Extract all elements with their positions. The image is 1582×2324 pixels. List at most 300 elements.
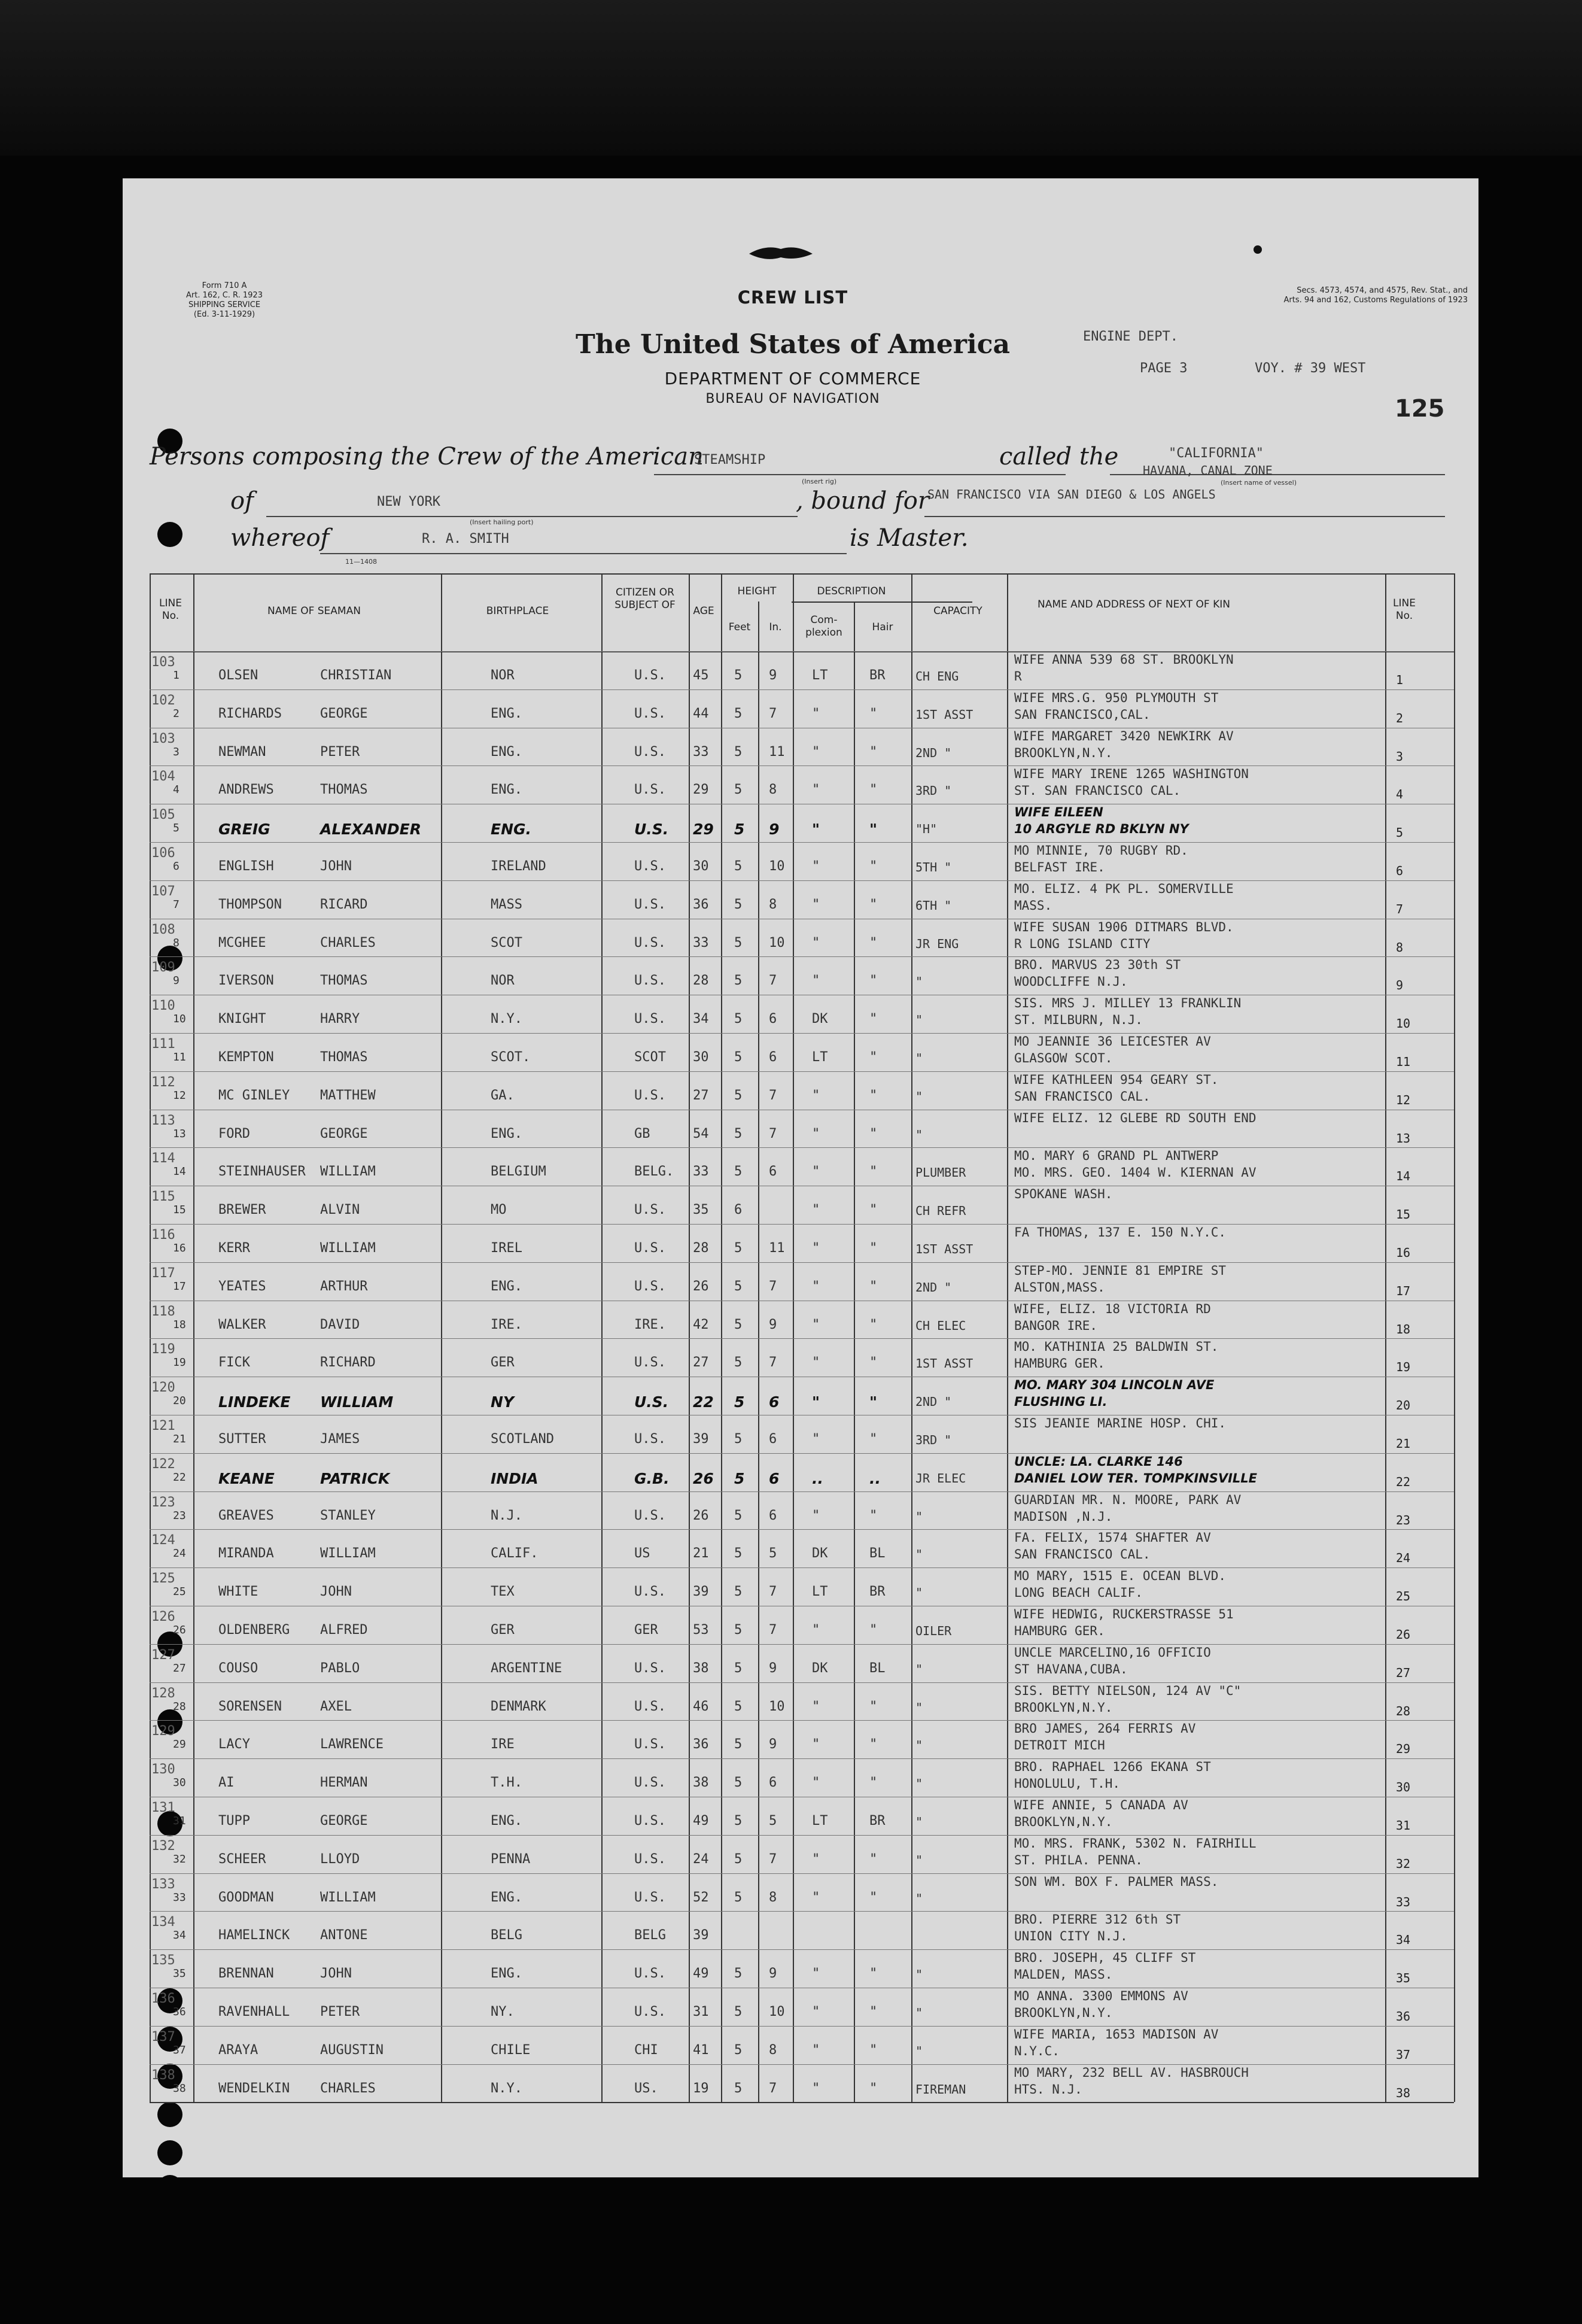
given-name: THOMAS (320, 1050, 368, 1065)
birthplace: ENG. (491, 821, 532, 839)
line-number-right: 12 (1396, 1092, 1411, 1107)
line-number: 20 (173, 1395, 186, 1408)
row-index: 110 (151, 998, 175, 1014)
row-index: 123 (151, 1494, 175, 1510)
given-name: ALEXANDER (320, 821, 421, 839)
age: 27 (693, 1087, 709, 1103)
next-of-kin-line-2: FLUSHING LI. (1014, 1395, 1108, 1409)
line-number-right: 4 (1396, 787, 1404, 802)
next-of-kin-line-2: GLASGOW SCOT. (1014, 1051, 1113, 1065)
citizenship: U.S. (634, 1813, 666, 1828)
header-height: HEIGHT (737, 585, 777, 597)
birthplace: CHILE (491, 2042, 531, 2058)
row-index: 117 (151, 1265, 175, 1281)
given-name: HERMAN (320, 1775, 368, 1791)
row-index: 119 (151, 1342, 175, 1357)
line-number-right: 36 (1396, 2009, 1411, 2024)
surname: OLSEN (218, 668, 258, 683)
surname: KERR (218, 1241, 250, 1256)
next-of-kin-line-2: WOODCLIFFE N.J. (1014, 974, 1128, 989)
line-number-right: 22 (1396, 1474, 1411, 1489)
capacity: " (915, 974, 923, 989)
surname: RICHARDS (218, 706, 282, 721)
height-inches: 7 (769, 1851, 777, 1867)
age: 54 (693, 1126, 709, 1141)
rule (792, 601, 972, 603)
capacity: " (915, 1127, 923, 1142)
age: 33 (693, 744, 709, 760)
height-feet: 5 (734, 782, 743, 798)
row-index: 132 (151, 1838, 175, 1854)
line-number: 23 (173, 1509, 186, 1522)
height-feet: 5 (734, 1660, 743, 1676)
given-name: HARRY (320, 1011, 360, 1027)
row-index: 121 (151, 1418, 175, 1433)
hair: " (869, 1851, 878, 1867)
next-of-kin-line-2: MALDEN, MASS. (1014, 1967, 1113, 1982)
given-name: ALVIN (320, 1202, 360, 1218)
given-name: WILLIAM (320, 1546, 376, 1562)
line-number-right: 26 (1396, 1627, 1411, 1642)
hair: " (869, 1355, 878, 1371)
height-inches: 6 (769, 1011, 777, 1027)
line-number: 16 (173, 1242, 186, 1254)
citizenship: IRE. (634, 1317, 666, 1332)
capacity: " (915, 1700, 923, 1715)
capacity: 1ST ASST (915, 1242, 973, 1256)
row-index: 126 (151, 1609, 175, 1624)
line-number: 35 (173, 1967, 186, 1980)
complexion: .. (812, 1469, 823, 1487)
capacity: 3RD " (915, 783, 952, 798)
rule (150, 2102, 1454, 2103)
next-of-kin-line-1: WIFE KATHLEEN 954 GEARY ST. (1014, 1072, 1219, 1087)
complexion: LT (812, 668, 828, 683)
height-inches: 6 (769, 1775, 777, 1791)
capacity: " (915, 2006, 923, 2020)
height-inches: 6 (769, 1393, 780, 1411)
height-feet: 5 (734, 1508, 743, 1523)
age: 33 (693, 935, 709, 950)
birthplace: TEX (491, 1584, 515, 1600)
header-line-no-right: LINE No. (1393, 597, 1416, 622)
complexion: " (812, 897, 820, 912)
line-number-right: 17 (1396, 1283, 1411, 1298)
row-index: 102 (151, 692, 175, 708)
citizenship: GB (634, 1126, 650, 1141)
hair: " (869, 973, 878, 989)
complexion: " (812, 935, 820, 950)
complexion: " (812, 859, 820, 874)
line-number-right: 1 (1396, 673, 1404, 687)
surname: MC GINLEY (218, 1087, 290, 1103)
next-of-kin-line-1: MO ANNA. 3300 EMMONS AV (1014, 1989, 1188, 2003)
height-feet: 5 (734, 2080, 743, 2096)
hair: " (869, 706, 878, 721)
row-rule (150, 651, 1454, 652)
citizenship: U.S. (634, 1355, 666, 1371)
height-feet: 5 (734, 1966, 743, 1982)
capacity: " (915, 1776, 923, 1791)
given-name: CHARLES (320, 935, 376, 950)
hair: " (869, 1889, 878, 1905)
height-feet: 5 (734, 1813, 743, 1828)
line-number: 24 (173, 1547, 186, 1560)
citizenship: U.S. (634, 706, 666, 721)
height-feet: 5 (734, 1584, 743, 1600)
capacity: " (915, 1509, 923, 1524)
height-inches: 9 (769, 1966, 777, 1982)
height-inches: 7 (769, 1126, 777, 1141)
capacity: " (915, 2043, 923, 2058)
age: 30 (693, 859, 709, 874)
header-description: DESCRIPTION (817, 585, 886, 597)
line-number-right: 23 (1396, 1512, 1411, 1527)
next-of-kin-line-1: MO JEANNIE 36 LEICESTER AV (1014, 1034, 1211, 1049)
citizenship: GER (634, 1623, 658, 1638)
age: 44 (693, 706, 709, 721)
hair: " (869, 1202, 878, 1218)
height-feet: 5 (734, 1469, 745, 1487)
next-of-kin-line-2: SAN FRANCISCO CAL. (1014, 1547, 1151, 1562)
of-label: of (230, 487, 254, 515)
citizenship: U.S. (634, 1966, 666, 1982)
height-feet: 5 (734, 821, 745, 839)
line-number-right: 20 (1396, 1398, 1411, 1413)
age: 52 (693, 1889, 709, 1905)
line-number: 15 (173, 1204, 186, 1217)
next-of-kin-line-2: R (1014, 669, 1022, 683)
height-inches: 9 (769, 1660, 777, 1676)
next-of-kin-line-1: WIFE HEDWIG, RUCKERSTRASSE 51 (1014, 1607, 1234, 1621)
surname: KEANE (218, 1469, 275, 1487)
capacity: " (915, 1547, 923, 1562)
birthplace: SCOTLAND (491, 1432, 554, 1447)
line-number: 29 (173, 1738, 186, 1751)
citizenship: U.S. (634, 859, 666, 874)
row-rule (150, 689, 1454, 690)
row-rule (150, 1835, 1454, 1836)
complexion: " (812, 1278, 820, 1294)
capacity: 2ND " (915, 1395, 952, 1409)
birthplace: NOR (491, 973, 515, 989)
next-of-kin-line-2: ST. PHILA. PENNA. (1014, 1852, 1143, 1867)
capacity: PLUMBER (915, 1165, 966, 1180)
row-index: 137 (151, 2029, 175, 2044)
statute-line-1: Secs. 4573, 4574, and 4575, Rev. Stat., and (1297, 286, 1468, 295)
citizenship: CHI (634, 2042, 658, 2058)
complexion: " (812, 2080, 820, 2096)
header-citizen: CITIZEN OR SUBJECT OF (614, 587, 676, 611)
crew-list-sheet (123, 178, 1478, 2177)
hair: " (869, 1278, 878, 1294)
age: 30 (693, 1050, 709, 1065)
birthplace: MO (491, 1202, 507, 1218)
age: 38 (693, 1775, 709, 1791)
height-inches: 6 (769, 1508, 777, 1523)
row-rule (150, 1873, 1454, 1874)
citizenship: U.S. (634, 1699, 666, 1714)
next-of-kin-line-2: DANIEL LOW TER. TOMPKINSVILLE (1014, 1471, 1258, 1485)
given-name: PATRICK (320, 1469, 390, 1487)
height-feet: 6 (734, 1202, 743, 1218)
film-top-strip (0, 0, 1582, 156)
next-of-kin-line-1: STEP-MO. JENNIE 81 EMPIRE ST (1014, 1263, 1227, 1278)
next-of-kin-line-1: MO. MARY 6 GRAND PL ANTWERP (1014, 1149, 1219, 1163)
height-feet: 5 (734, 1546, 743, 1562)
line-number: 21 (173, 1433, 186, 1445)
age: 27 (693, 1355, 709, 1371)
row-index: 115 (151, 1189, 175, 1205)
row-index: 129 (151, 1724, 175, 1739)
row-index: 113 (151, 1113, 175, 1128)
citizenship: U.S. (634, 1393, 669, 1411)
surname: FICK (218, 1355, 250, 1371)
citizenship: U.S. (634, 1087, 666, 1103)
next-of-kin-line-2: BROOKLYN,N.Y. (1014, 2006, 1113, 2020)
capacity: " (915, 1585, 923, 1600)
given-name: LLOYD (320, 1851, 360, 1867)
line-number-right: 15 (1396, 1207, 1411, 1222)
header-birthplace: BIRTHPLACE (486, 605, 549, 617)
given-name: PETER (320, 2004, 360, 2019)
birthplace: ENG. (491, 744, 522, 760)
age: 35 (693, 1202, 709, 1218)
surname: GOODMAN (218, 1889, 274, 1905)
given-name: MATTHEW (320, 1087, 376, 1103)
next-of-kin-line-2: HTS. N.J. (1014, 2082, 1082, 2097)
header-line-no: LINE No. (159, 597, 182, 622)
department-heading: DEPARTMENT OF COMMERCE (664, 369, 921, 388)
complexion: " (812, 821, 820, 839)
line-number: 30 (173, 1776, 186, 1790)
capacity: " (915, 1967, 923, 1982)
line-number: 34 (173, 1929, 186, 1942)
hair: " (869, 1775, 878, 1791)
line-number: 38 (173, 2082, 186, 2095)
birthplace: ENG. (491, 1889, 522, 1905)
header-hair: Hair (872, 621, 893, 633)
hair: BR (869, 1584, 886, 1600)
given-name: WILLIAM (320, 1164, 376, 1180)
birthplace: PENNA (491, 1851, 531, 1867)
surname: FORD (218, 1126, 250, 1141)
surname: SCHEER (218, 1851, 266, 1867)
given-name: CHARLES (320, 2080, 376, 2096)
line-number-right: 7 (1396, 901, 1404, 916)
citizenship: U.S. (634, 1584, 666, 1600)
age: 39 (693, 1584, 709, 1600)
surname: MCGHEE (218, 935, 266, 950)
citizenship: U.S. (634, 1241, 666, 1256)
complexion: " (812, 2004, 820, 2019)
line-number: 3 (173, 745, 180, 758)
complexion: " (812, 706, 820, 721)
line-number-right: 16 (1396, 1245, 1411, 1260)
row-rule (150, 1262, 1454, 1263)
form-article: Art. 162, C. R. 1923 (186, 291, 263, 300)
hair: " (869, 1393, 878, 1411)
next-of-kin-line-2: HONOLULU, T.H. (1014, 1776, 1121, 1791)
height-feet: 5 (734, 1393, 745, 1411)
row-index: 103 (151, 731, 175, 746)
birthplace: ENG. (491, 706, 522, 721)
height-inches: 7 (769, 2080, 777, 2096)
line-number: 2 (173, 707, 180, 720)
complexion: " (812, 1623, 820, 1638)
next-of-kin-line-1: SON WM. BOX F. PALMER MASS. (1014, 1874, 1219, 1889)
row-index: 108 (151, 922, 175, 937)
next-of-kin-line-1: SIS JEANIE MARINE HOSP. CHI. (1014, 1416, 1227, 1430)
line-number-right: 27 (1396, 1665, 1411, 1680)
row-index: 134 (151, 1915, 175, 1930)
height-inches: 6 (769, 1432, 777, 1447)
next-of-kin-line-2: DETROIT MICH (1014, 1738, 1105, 1753)
row-rule (150, 1491, 1454, 1492)
given-name: THOMAS (320, 973, 368, 989)
surname: STEINHAUSER (218, 1164, 306, 1180)
height-feet: 5 (734, 1851, 743, 1867)
birthplace: N.Y. (491, 1011, 522, 1027)
row-rule (150, 2064, 1454, 2065)
citizenship: BELG (634, 1928, 666, 1943)
hair: " (869, 859, 878, 874)
given-name: AXEL (320, 1699, 352, 1714)
height-inches: 9 (769, 821, 780, 839)
given-name: ALFRED (320, 1623, 368, 1638)
hair: " (869, 2080, 878, 2096)
line-number: 10 (173, 1013, 186, 1026)
height-feet: 5 (734, 1355, 743, 1371)
complexion: " (812, 1775, 820, 1791)
next-of-kin-line-1: MO. KATHINIA 25 BALDWIN ST. (1014, 1339, 1219, 1354)
row-index: 135 (151, 1953, 175, 1968)
surname: SORENSEN (218, 1699, 282, 1714)
given-name: JOHN (320, 1966, 352, 1982)
height-feet: 5 (734, 2004, 743, 2019)
line-number-right: 19 (1396, 1360, 1411, 1375)
row-index: 109 (151, 960, 175, 976)
row-rule (150, 1071, 1454, 1072)
preamble-line-1: Persons composing the Crew of the American (150, 443, 704, 470)
hair: " (869, 1623, 878, 1638)
line-number-right: 30 (1396, 1780, 1411, 1795)
destination-line-1: HAVANA, CANAL ZONE (1143, 463, 1273, 478)
line-number: 6 (173, 860, 180, 873)
next-of-kin-line-1: MO. MARY 304 LINCOLN AVE (1014, 1378, 1215, 1393)
next-of-kin-line-1: MO MINNIE, 70 RUGBY RD. (1014, 843, 1188, 858)
birthplace: GA. (491, 1087, 515, 1103)
row-index: 124 (151, 1533, 175, 1548)
surname: ENGLISH (218, 859, 274, 874)
height-feet: 5 (734, 1889, 743, 1905)
height-feet: 5 (734, 1699, 743, 1714)
header-inches: In. (769, 621, 782, 633)
row-rule (150, 1720, 1454, 1721)
next-of-kin-line-1: MO. MRS. FRANK, 5302 N. FAIRHILL (1014, 1836, 1257, 1851)
citizenship: U.S. (634, 1508, 666, 1523)
given-name: JOHN (320, 859, 352, 874)
line-number-right: 11 (1396, 1055, 1411, 1069)
capacity: FIREMAN (915, 2082, 966, 2097)
capacity: " (915, 1661, 923, 1676)
citizenship: SCOT (634, 1050, 666, 1065)
age: 26 (693, 1469, 714, 1487)
surname: SUTTER (218, 1432, 266, 1447)
line-number: 31 (173, 1815, 186, 1827)
whereof-label: whereof (230, 524, 330, 552)
complexion: " (812, 1317, 820, 1332)
row-index: 127 (151, 1647, 175, 1663)
capacity: 5TH " (915, 860, 952, 874)
surname: LINDEKE (218, 1393, 291, 1411)
next-of-kin-line-2: BROOKLYN,N.Y. (1014, 745, 1113, 760)
capacity: " (915, 1738, 923, 1753)
surname: TUPP (218, 1813, 250, 1828)
line-number-right: 28 (1396, 1703, 1411, 1718)
row-index: 118 (151, 1304, 175, 1319)
line-number: 14 (173, 1165, 186, 1178)
line-number: 18 (173, 1318, 186, 1331)
citizenship: U.S. (634, 1011, 666, 1027)
row-index: 107 (151, 883, 175, 899)
hair: " (869, 1737, 878, 1752)
line-number: 8 (173, 936, 180, 949)
next-of-kin-line-2: SAN FRANCISCO,CAL. (1014, 707, 1151, 722)
height-feet: 5 (734, 1737, 743, 1752)
header-next-of-kin: NAME AND ADDRESS OF NEXT OF KIN (1038, 599, 1230, 610)
row-rule (150, 1338, 1454, 1339)
height-feet: 5 (734, 1241, 743, 1256)
row-index: 112 (151, 1074, 175, 1090)
hair: " (869, 2042, 878, 2058)
voyage-stamp: VOY. # 39 WEST (1255, 361, 1366, 376)
given-name: JAMES (320, 1432, 360, 1447)
row-index: 128 (151, 1685, 175, 1701)
birthplace: SCOT. (491, 1050, 531, 1065)
next-of-kin-line-2: HAMBURG GER. (1014, 1624, 1105, 1638)
header-capacity: CAPACITY (933, 605, 982, 617)
birthplace: MASS (491, 897, 522, 912)
hair: " (869, 1317, 878, 1332)
age: 45 (693, 668, 709, 683)
surname: IVERSON (218, 973, 274, 989)
complexion: DK (812, 1546, 828, 1562)
hair: " (869, 1087, 878, 1103)
surname: YEATES (218, 1278, 266, 1294)
next-of-kin-line-1: WIFE MARY IRENE 1265 WASHINGTON (1014, 767, 1249, 782)
complexion: LT (812, 1584, 828, 1600)
line-number-right: 24 (1396, 1551, 1411, 1566)
line-number: 22 (173, 1471, 186, 1484)
given-name: PABLO (320, 1660, 360, 1676)
row-index: 111 (151, 1037, 175, 1052)
age: 38 (693, 1660, 709, 1676)
height-inches: 10 (769, 859, 785, 874)
next-of-kin-line-1: BRO JAMES, 264 FERRIS AV (1014, 1721, 1196, 1736)
row-index: 114 (151, 1151, 175, 1166)
surname: HAMELINCK (218, 1928, 290, 1943)
citizenship: U.S. (634, 1432, 666, 1447)
hair: " (869, 1432, 878, 1447)
height-feet: 5 (734, 744, 743, 760)
header-age: AGE (693, 605, 714, 617)
height-feet: 5 (734, 1317, 743, 1332)
citizenship: U.S. (634, 1737, 666, 1752)
hair: " (869, 935, 878, 950)
capacity: CH ENG (915, 669, 959, 683)
complexion: " (812, 744, 820, 760)
